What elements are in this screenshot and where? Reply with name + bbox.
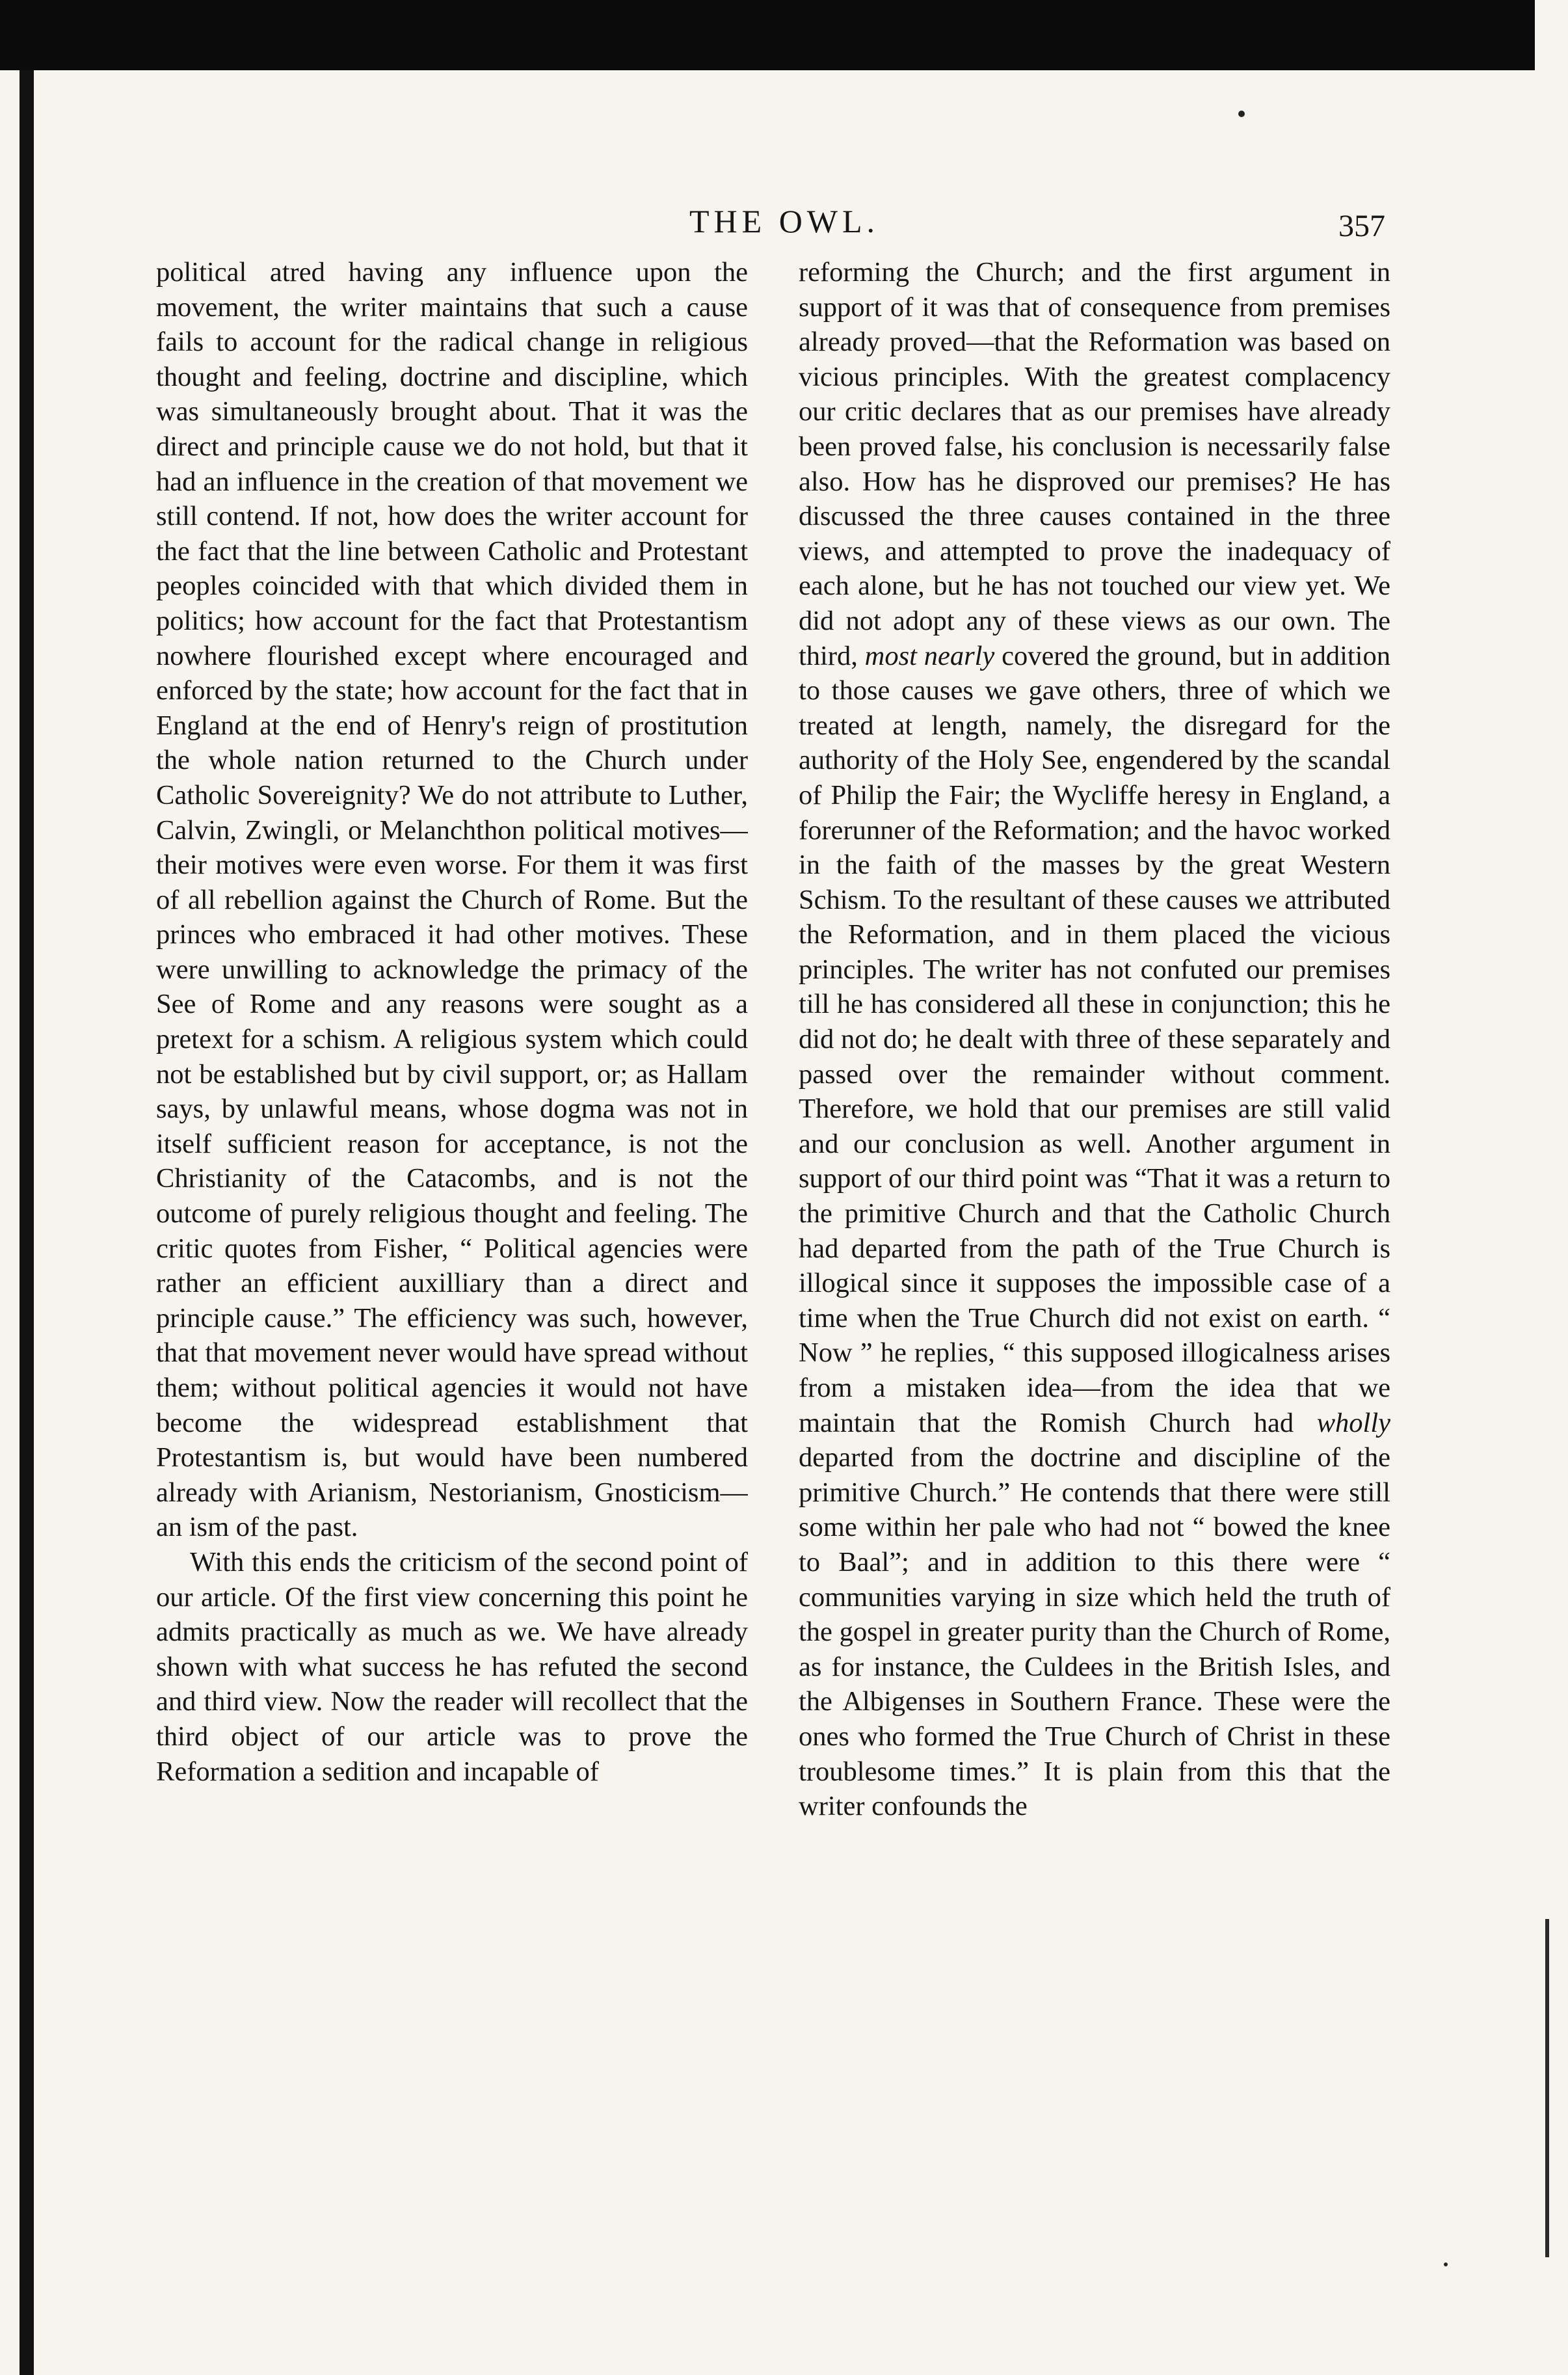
scan-speck — [1444, 2262, 1448, 2266]
text-run: departed from the doctrine and discipline of the primitive Church.” He contends that there were still some within her pale who had not “ bowed the knee to Baal”; and in addition to this there were “ communities varying in size which held the truth of the gospel in greater purity than the Church of Rome, as for instance, the Culdees in the British Isles, and the Albigenses in Southern France. These were the ones who formed the True Church of Christ in these troublesome times.” It is plain from this that the writer confounds the — [799, 1442, 1390, 1822]
right-scan-edge — [1545, 1919, 1549, 2257]
text-run: covered the ground, but in addition to those causes we gave others, three of which we treated at length, namely, the disregard for the authority of the Holy See, engendered by the scandal of Philip the Fair; the Wycliffe heresy in England, a forerunner of the Reformation; and the havoc worked in the faith of the masses by the great Western Schism. To the resultant of these causes we attributed the Reformation, and in them placed the vicious principles. The writer has not confuted our premises till he has considered all these in conjunction; this he did not do; he dealt with three of these separately and passed over the remainder without comment. Therefore, we hold that our premises are still valid and our conclusion as well. Another argument in support of our third point was “That it was a return to the primitive Church and that the Catholic Church had departed from the path of the True Church is illogical since it supposes the impossible case of a time when the True Church did not exist on earth. “ Now ” he replies, “ this supposed illogicalness arises from a mistaken idea—from the idea that we maintain that the Romish Church had — [799, 640, 1390, 1438]
text-run: reforming the Church; and the first argument in support of it was that of consequence from premises already proved—that the Reformation was based on vicious principles. With the greatest complacency our critic declares that as our premises have already been proved false, his conclusion is necessarily false also. How has he disproved our premises? He has discussed the three causes contained in the three views, and attempted to prove the inadequacy of each alone, but he has not touched our view yet. We did not adopt any of these views as our own. The third, — [799, 257, 1390, 671]
paragraph: political atred having any influence upon the movement, the writer maintains that such a cause fails to account for the radical change in religious thought and feeling, doctrine and discipline, which was simultaneously brought about. That it was the direct and principle cause we do not hold, but that it had an influence in the creation of that movement we still contend. If not, how does the writer account for the fact that the line between Catholic and Protestant peoples coincided with that which divided them in politics; how account for the fact that Protestantism nowhere flourished except where encouraged and enforced by the state; how account for the fact that in England at the end of Henry's reign of prostitution the whole nation returned to the Church under Catholic Sovereignity? We do not attribute to Luther, Calvin, Zwingli, or Melanchthon political motives—their motives were even worse. For them it was first of all rebellion against the Church of Rome. But the princes who embraced it had other motives. These were unwilling to acknowledge the primacy of the See of Rome and any reasons were sought as a pretext for a schism. A religious system which could not be established but by civil support, or; as Hallam says, by unlawful means, whose dogma was not in itself sufficient reason for acceptance, is not the Christianity of the Catacombs, and is not the outcome of purely religious thought and feeling. The critic quotes from Fisher, “ Political agencies were rather an efficient auxilliary than a direct and principle cause.” The efficiency was such, however, that that movement never would have spread without them; without political agencies it would not have become the widespread establishment that Protestantism is, but would have been numbered already with Arianism, Nestorianism, Gnosticism—an ism of the past. — [156, 257, 748, 1543]
italic-emphasis: most nearly — [864, 640, 995, 671]
scan-speck — [1238, 111, 1245, 117]
left-column — [156, 255, 748, 2324]
page-header — [0, 198, 1568, 244]
running-title: THE OWL. — [689, 203, 880, 239]
left-scan-border — [20, 70, 34, 2375]
right-column — [799, 255, 1390, 2324]
top-scan-border — [0, 0, 1535, 70]
paragraph — [799, 255, 1390, 1824]
page-number: 357 — [1338, 209, 1385, 243]
italic-emphasis: wholly — [1316, 1407, 1390, 1438]
paragraph: With this ends the criticism of the second point of our article. Of the first view concerning this point he admits practically as much as we. We have already shown with what success he has refuted the second and third view. Now the reader will recollect that the third object of our article was to prove the Reformation a sedition and incapable of — [156, 1546, 748, 1787]
